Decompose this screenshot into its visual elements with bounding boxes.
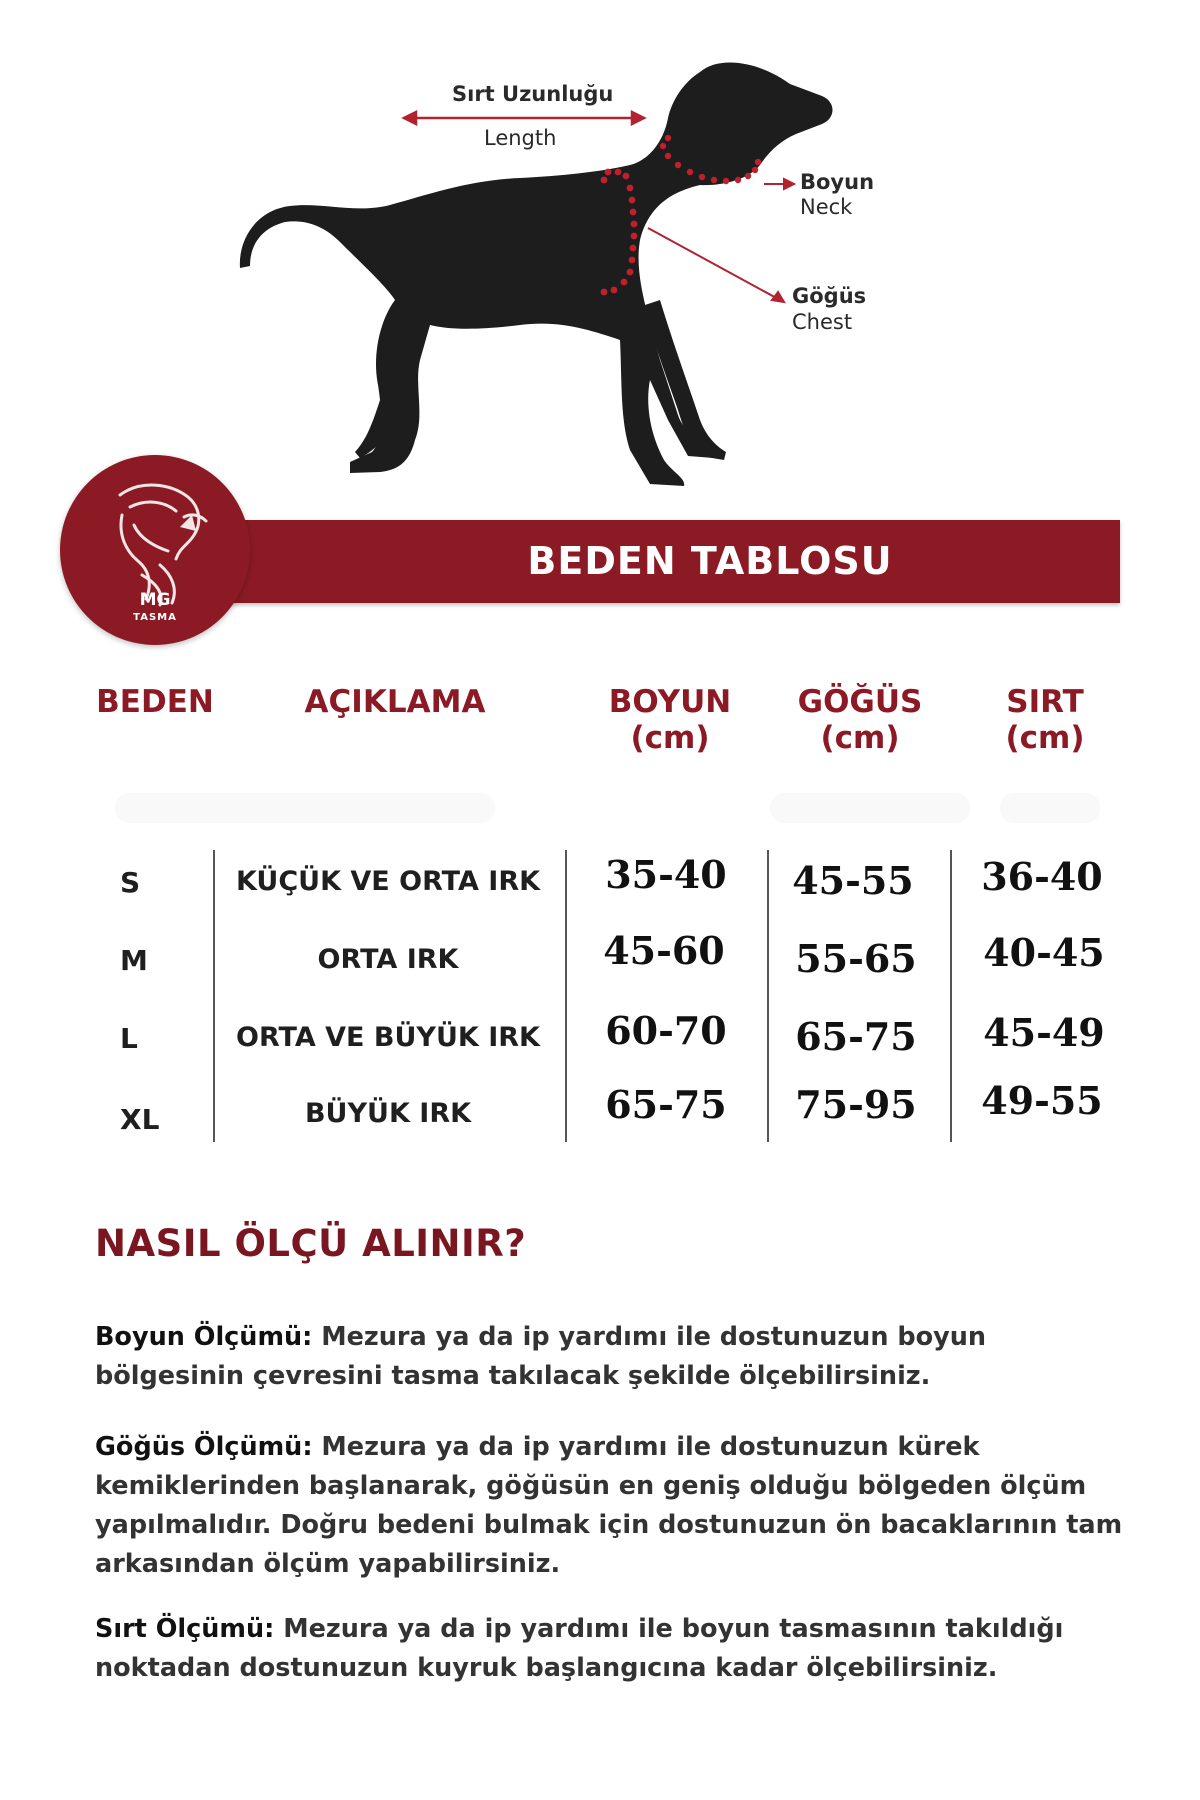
row-m-neck: 45-60 [603, 928, 725, 973]
faded-row-decoration [770, 793, 970, 823]
dog-measurement-diagram [0, 0, 1200, 500]
dog-silhouette-illustration [0, 0, 1200, 500]
brand-logo [60, 455, 250, 645]
header-chest [770, 684, 950, 756]
row-m-back: 40-45 [983, 930, 1105, 975]
header-neck-label: BOYUN [608, 684, 732, 720]
column-divider [213, 850, 215, 1142]
row-m-size: M [120, 944, 148, 977]
row-xl-neck: 65-75 [605, 1082, 727, 1127]
header-back-label: SIRT [1006, 684, 1084, 720]
back-measurement-paragraph [95, 1610, 1135, 1688]
row-s-description: KÜÇÜK VE ORTA IRK [235, 866, 541, 897]
column-divider [565, 850, 567, 1142]
neck-measurement-paragraph [95, 1318, 1135, 1396]
header-neck [580, 684, 760, 756]
header-neck-unit: (cm) [630, 720, 710, 756]
header-back [955, 684, 1135, 756]
length-label-tr: Sırt Uzunluğu [452, 82, 614, 106]
header-chest-unit: (cm) [820, 720, 900, 756]
header-description: AÇIKLAMA [304, 684, 486, 720]
size-chart-banner [180, 520, 1120, 603]
row-m-description: ORTA IRK [317, 944, 459, 975]
header-back-unit: (cm) [1005, 720, 1085, 756]
row-s-size: S [120, 866, 141, 899]
row-l-back: 45-49 [983, 1010, 1105, 1055]
row-s-neck: 35-40 [605, 852, 727, 897]
neck-measurement-text: Mezura ya da ip yardımı ile dostunuzun boyun bölgesinin çevresini tasma takılacak şekilde ölçebilirsiniz. [95, 1322, 987, 1391]
neck-label-tr: Boyun [800, 170, 875, 194]
row-l-neck: 60-70 [605, 1008, 727, 1053]
row-s-back: 36-40 [981, 854, 1103, 899]
row-m-chest: 55-65 [795, 936, 917, 981]
length-label-en: Length [484, 126, 557, 150]
row-l-size: L [120, 1022, 138, 1055]
row-xl-chest: 75-95 [795, 1082, 917, 1127]
row-s-chest: 45-55 [792, 858, 914, 903]
neck-measurement-lead: Boyun Ölçümü: [95, 1322, 313, 1352]
header-size: BEDEN [96, 684, 214, 720]
row-l-chest: 65-75 [795, 1014, 917, 1059]
chest-measurement-text: Mezura ya da ip yardımı ile dostunuzun kürek kemiklerinden başlanarak, göğüsün en geniş olduğu bölgeden ölçüm yapılmalıdır. Doğru bedeni bulmak için dostunuzun ön bacaklarının tam arkasından ölçüm yapabilirsiniz. [95, 1432, 1123, 1579]
row-l-description: ORTA VE BÜYÜK IRK [236, 1022, 540, 1053]
chest-label-tr: Göğüs [792, 284, 867, 308]
faded-row-decoration [115, 793, 495, 823]
logo-text [60, 591, 250, 627]
back-measurement-lead: Sırt Ölçümü: [95, 1614, 275, 1644]
neck-label-en: Neck [800, 195, 853, 219]
row-xl-description: BÜYÜK IRK [304, 1098, 472, 1129]
faded-row-decoration [1000, 793, 1100, 823]
back-measurement-text: Mezura ya da ip yardımı ile boyun tasmasının takıldığı noktadan dostunuzun kuyruk başlangıcına kadar ölçebilirsiniz. [95, 1614, 1064, 1683]
row-xl-size: XL [120, 1103, 160, 1136]
row-xl-back: 49-55 [981, 1078, 1103, 1123]
chest-measurement-lead: Göğüs Ölçümü: [95, 1432, 313, 1462]
logo-subtitle: TASMA [133, 612, 177, 623]
banner-title: BEDEN TABLOSU [527, 539, 893, 583]
header-chest-label: GÖĞÜS [797, 684, 923, 720]
chest-measurement-paragraph [95, 1428, 1135, 1584]
how-to-measure-title: NASIL ÖLÇÜ ALINIR? [95, 1222, 527, 1265]
length-arrow [404, 112, 644, 124]
chest-label-en: Chest [792, 310, 853, 334]
logo-brand: MG [139, 590, 171, 610]
